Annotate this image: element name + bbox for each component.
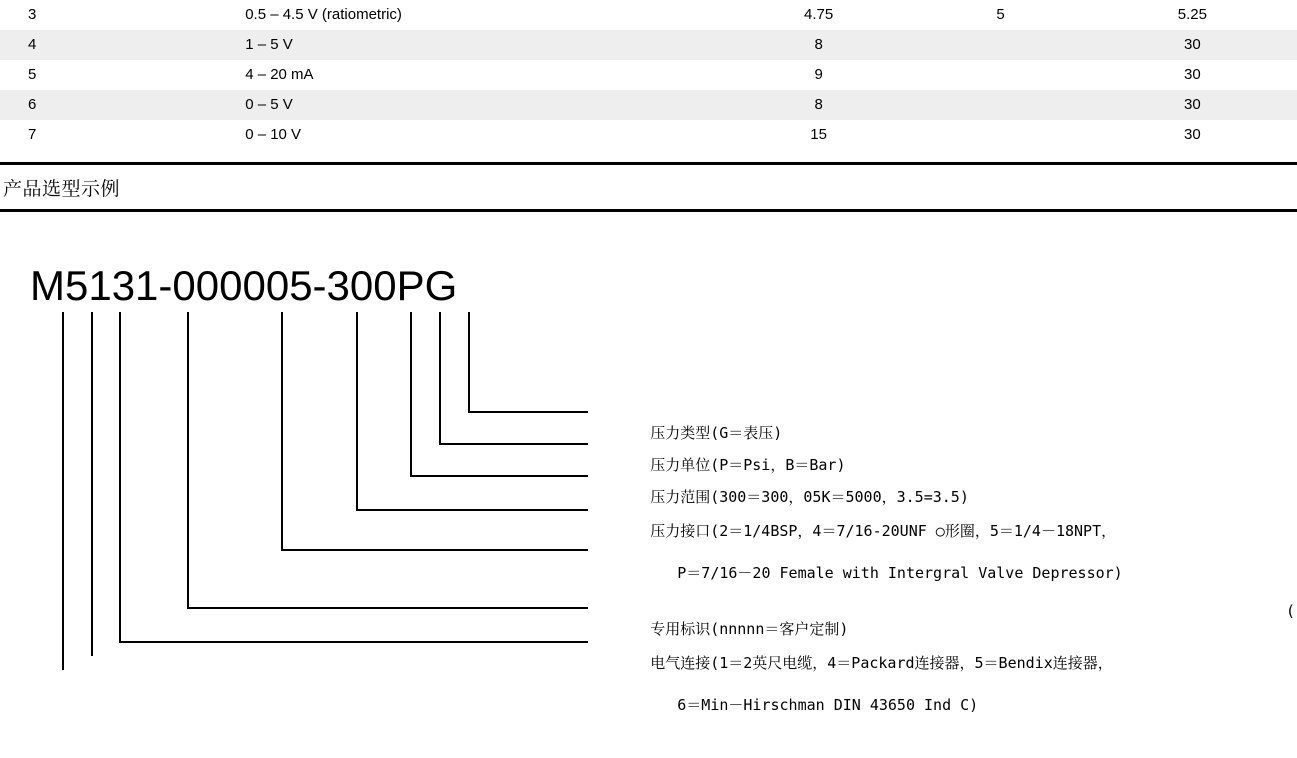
cell-code: 4 bbox=[28, 36, 37, 53]
callout-electrical-connection bbox=[596, 632, 1113, 758]
cell-typ bbox=[913, 60, 1087, 90]
cell-code: 7 bbox=[28, 126, 37, 143]
cell-max: 30 bbox=[1183, 66, 1201, 83]
callout-line: 压力类型(G＝表压) bbox=[650, 424, 783, 442]
table-row bbox=[0, 120, 1297, 150]
part-number-text: M5131-000005-300PG bbox=[30, 262, 458, 309]
cell-typ bbox=[913, 90, 1087, 120]
cell-min: 9 bbox=[814, 66, 823, 83]
callout-line: 专用标识(nnnnn＝客户定制) bbox=[650, 620, 849, 638]
cell-code: 6 bbox=[28, 96, 37, 113]
callout-line: 压力单位(P＝Psi，B＝Bar) bbox=[650, 456, 846, 474]
cell-typ bbox=[913, 120, 1087, 150]
cell-min: 8 bbox=[814, 36, 823, 53]
section-title: 产品选型示例 bbox=[3, 179, 121, 200]
section-header bbox=[0, 162, 1297, 212]
cell-min: 4.75 bbox=[804, 6, 834, 23]
cell-output: 0 – 5 V bbox=[245, 96, 293, 113]
table-row bbox=[0, 0, 1297, 30]
cell-typ bbox=[913, 30, 1087, 60]
cell-output: 1 – 5 V bbox=[245, 36, 293, 53]
output-spec-table bbox=[0, 0, 1297, 150]
callout-line: 电气连接(1＝2英尺电缆，4＝Packard连接器，5＝Bendix连接器， bbox=[650, 654, 1113, 672]
table-body bbox=[0, 0, 1297, 150]
cell-max: 5.25 bbox=[1177, 6, 1207, 23]
table-row bbox=[0, 90, 1297, 120]
cell-max: 30 bbox=[1183, 96, 1201, 113]
part-number-diagram bbox=[0, 240, 1297, 714]
table-row bbox=[0, 60, 1297, 90]
callout-line: 压力范围(300＝300，05K＝5000，3.5=3.5) bbox=[650, 488, 969, 506]
cell-min: 15 bbox=[810, 126, 827, 143]
cell-output: 0 – 10 V bbox=[245, 126, 302, 143]
cell-typ: 5 bbox=[996, 6, 1005, 23]
section-rule-bottom bbox=[0, 209, 1297, 212]
cell-output: 4 – 20 mA bbox=[245, 66, 314, 83]
cell-max: 30 bbox=[1183, 126, 1201, 143]
callout-line: 压力接口(2＝1/4BSP，4＝7/16-20UNF ○形圈，5＝1/4－18NPT， bbox=[650, 522, 1117, 540]
callout-line-continued: 6＝Min－Hirschman DIN 43650 Ind C) bbox=[596, 696, 979, 714]
table-row bbox=[0, 30, 1297, 60]
edge-clipped-mark: ( bbox=[1285, 602, 1295, 620]
cell-min: 8 bbox=[814, 96, 823, 113]
cell-output: 0.5 – 4.5 V (ratiometric) bbox=[245, 6, 402, 23]
cell-code: 3 bbox=[28, 6, 37, 23]
callout-line-continued: P＝7/16－20 Female with Intergral Valve Depressor) bbox=[596, 564, 1123, 582]
cell-code: 5 bbox=[28, 66, 37, 83]
cell-max: 30 bbox=[1183, 36, 1201, 53]
